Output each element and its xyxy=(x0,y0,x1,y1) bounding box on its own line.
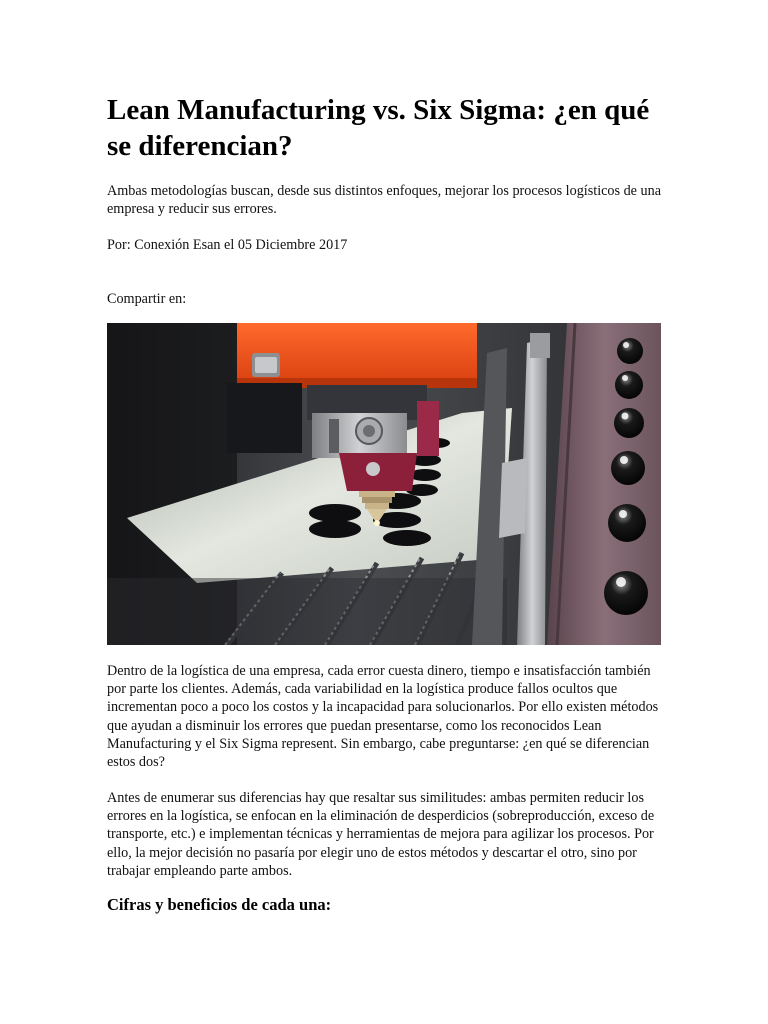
article-lede: Ambas metodologías buscan, desde sus distintos enfoques, mejorar los procesos logísticos de una empresa y reducir sus errores. xyxy=(107,183,662,218)
share-label: Compartir en: xyxy=(107,291,187,307)
article-paragraph: Dentro de la logística de una empresa, cada error cuesta dinero, tiempo e insatisfacción también por parte los clientes. Además, cada variabilidad en la logística produce fallos ocultos que incrementan poco a poco los costos y la incapacidad para solucionarlos. Por ello existen métodos que ayudan a disminuir los errores que puedan presentarse, como los reconocidos Lean Manufacturing y el Six Sigma represent. Sin embargo, cabe preguntarse: ¿en qué se diferencian estos dos? xyxy=(107,663,659,771)
article-byline: Por: Conexión Esan el 05 Diciembre 2017 xyxy=(107,237,348,253)
laser-cutting-machine-photo xyxy=(107,323,661,645)
article-paragraph: Antes de enumerar sus diferencias hay que resaltar sus similitudes: ambas permiten reducir los errores en la logística, se enfocan en la eliminación de desperdicios (sobreproducción, exceso de transporte, etc.) e implementan técnicas y herramientas de mejora para agilizar los procesos. Por ello, la mejor decisión no pasaría por elegir uno de estos métodos y descartar el otro, sino por trabajar empleando parte ambos. xyxy=(107,790,655,879)
article-title: Lean Manufacturing vs. Six Sigma: ¿en qué se diferencian? xyxy=(107,94,650,162)
section-subheading: Cifras y beneficios de cada una: xyxy=(107,895,332,914)
